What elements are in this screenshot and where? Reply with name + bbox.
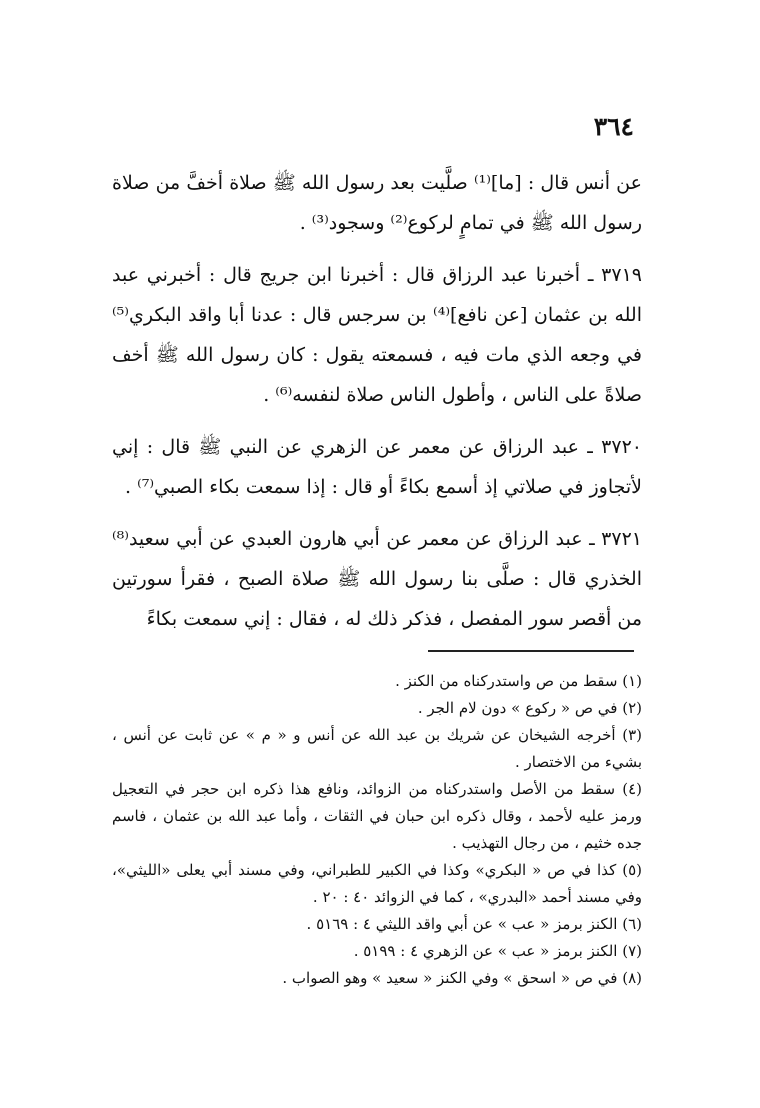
footnotes bbox=[112, 668, 642, 992]
footnote-5: (٥) كذا في ص « البكري» وكذا في الكبير للطبراني، وفي مسند أبي يعلى «الليثي»، وفي مسند أحمد «البدري» ، كما في الزوائد ٤٠ : ٢٠ . bbox=[112, 861, 642, 906]
footnote-3: (٣) أخرجه الشيخان عن شريك بن عبد الله عن أنس و « م » عن ثابت عن أنس ، بشيء من الاختصار . bbox=[112, 726, 642, 771]
footnote-1: (١) سقط من ص واستدركناه من الكنز . bbox=[395, 672, 642, 690]
paragraph-intro: عن أنس قال : [ما]⁽¹⁾ صلَّيت بعد رسول الله ﷺ صلاة أخفَّ من صلاة رسول الله ﷺ في تمامٍ لركوع⁽²⁾ وسجود⁽³⁾ . bbox=[112, 172, 642, 234]
footnote-7: (٧) الكنز برمز « عب » عن الزهري ٤ : ٥١٩٩ . bbox=[353, 942, 642, 960]
hadith-3720: ٣٧٢٠ ـ عبد الرزاق عن معمر عن الزهري عن النبي ﷺ قال : إني لأتجاوز في صلاتي إذ أسمع بكاءً أو قال : إذا سمعت بكاء الصبي⁽⁷⁾ . bbox=[112, 436, 642, 498]
footnote-8: (٨) في ص « اسحق » وفي الكنز « سعيد » وهو الصواب . bbox=[282, 969, 642, 987]
main-text bbox=[112, 163, 642, 639]
footnote-2: (٢) في ص « ركوع » دون لام الجر . bbox=[417, 699, 642, 717]
footnote-divider bbox=[428, 650, 634, 652]
footnote-4: (٤) سقط من الأصل واستدركناه من الزوائد، ونافع هذا ذكره ابن حجر في التعجيل ورمز عليه لأحمد ، وقال ذكره ابن حبان في الثقات ، وأما عبد الله بن عثمان ، فاسم جده خثيم ، من رجال التهذيب . bbox=[112, 780, 642, 852]
hadith-3721: ٣٧٢١ ـ عبد الرزاق عن معمر عن أبي هارون العبدي عن أبي سعيد⁽⁸⁾ الخذري قال : صلَّى بنا رسول الله ﷺ صلاة الصبح ، فقرأ سورتين من أقصر سور المفصل ، فذكر ذلك له ، فقال : إني سمعت بكاءً bbox=[112, 528, 642, 630]
hadith-3719: ٣٧١٩ ـ أخبرنا عبد الرزاق قال : أخبرنا ابن جريج قال : أخبرني عبد الله بن عثمان [عن نافع]⁽⁴⁾ بن سرجس قال : عدنا أبا واقد البكري⁽⁵⁾ في وجعه الذي مات فيه ، فسمعته يقول : كان رسول الله ﷺ أخف صلاةً على الناس ، وأطول الناس صلاة لنفسه⁽⁶⁾ . bbox=[112, 264, 642, 406]
footnote-6: (٦) الكنز برمز « عب » عن أبي واقد الليثي ٤ : ٥١٦٩ . bbox=[306, 915, 642, 933]
page-number: ٣٦٤ bbox=[593, 112, 634, 141]
